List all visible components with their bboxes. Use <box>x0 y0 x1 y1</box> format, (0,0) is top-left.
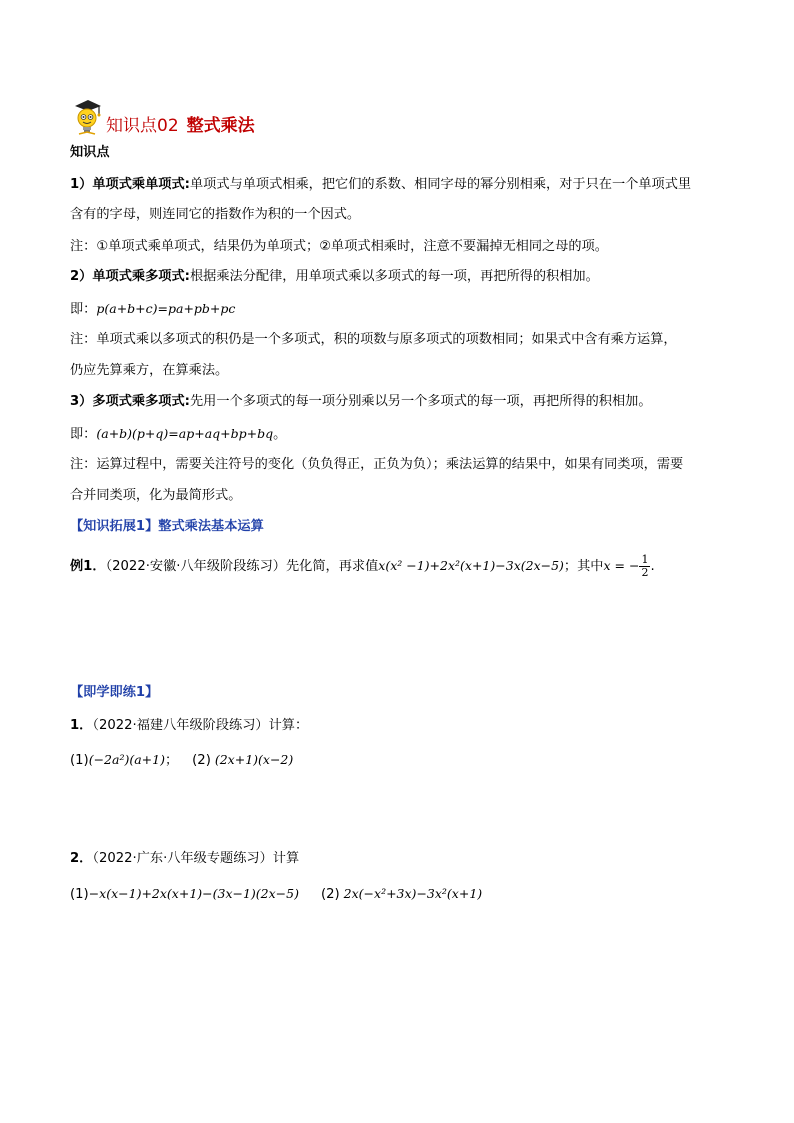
note2-line2: 仍应先算乘方，在算乘法。 <box>70 363 229 378</box>
item2-text1: 根据乘法分配律，用单项式乘以多项式的每一项，再把所得的积相加。 <box>189 269 599 284</box>
practice-title: 【即学即练1】 <box>70 685 159 700</box>
example-end: . <box>650 559 655 574</box>
item2-line1 <box>70 268 730 286</box>
item3-line1 <box>70 393 730 411</box>
item3-text1: 先用一个多项式的每一项分别乘以另一个多项式的每一项，再把所得的积相加。 <box>189 394 652 409</box>
question2-parts <box>70 885 730 904</box>
example-x: x = − <box>603 558 640 573</box>
example-expression: x(x² −1)+2x²(x+1)−3x(2x−5) <box>378 558 564 573</box>
fraction-denominator: 2 <box>641 565 649 579</box>
graduate-lightbulb-icon <box>70 98 104 136</box>
q2-label: 2． <box>70 851 93 866</box>
extension-title: 【知识拓展1】整式乘法基本运算 <box>70 519 264 534</box>
q2-part1: −x(x−1)+2x(x+1)−(3x−1)(2x−5) <box>88 886 299 901</box>
note1: 注：①单项式乘单项式，结果仍为单项式；②单项式相乘时，注意不要漏掉无相同之母的项。 <box>70 239 608 254</box>
question1 <box>70 717 730 735</box>
item3-formula-line <box>70 425 730 444</box>
example-fraction <box>639 554 650 579</box>
item3-formula-prefix: 即： <box>70 427 97 442</box>
question1-parts <box>70 751 730 770</box>
example-source: （2022·安徽·八年级阶段练习）先化简，再求值 <box>105 559 379 574</box>
item2-title: 2）单项式乘多项式: <box>70 269 190 284</box>
fraction-numerator: 1 <box>641 552 649 566</box>
q1-part2: (2x+1)(x−2) <box>214 752 294 767</box>
item2-formula-prefix: 即： <box>70 302 97 317</box>
item3-title: 3）多项式乘多项式: <box>70 394 190 409</box>
item2-formula: p(a+b+c)=pa+pb+pc <box>96 301 236 316</box>
q2-part2-label: (2) <box>320 887 340 902</box>
q2-text: （2022·广东·八年级专题练习）计算 <box>92 851 300 866</box>
note3-line1: 注：运算过程中，需要关注符号的变化（负负得正，正负为负）；乘法运算的结果中，如果有同类项，需要 <box>70 457 684 472</box>
heading-label: 知识点02 <box>106 116 179 136</box>
item1-line2: 含有的字母，则连同它的指数作为积的一个因式。 <box>70 207 361 222</box>
q1-label: 1． <box>70 718 93 733</box>
item1-title: 1）单项式乘单项式: <box>70 177 190 192</box>
q1-part1: (−2a²)(a+1) <box>88 752 165 767</box>
q2-part1-label: (1) <box>70 887 89 902</box>
section-label: 知识点 <box>70 145 110 160</box>
q1-sep: ； <box>164 753 179 768</box>
section-heading <box>70 98 255 136</box>
example1 <box>70 553 730 580</box>
item3-formula: (a+b)(p+q)=ap+aq+bp+bq <box>96 426 274 441</box>
item1-line1 <box>70 176 730 194</box>
example-label: 例1． <box>70 559 106 574</box>
item2-formula-line <box>70 300 730 319</box>
heading-title: 整式乘法 <box>186 116 255 136</box>
q1-part1-label: (1) <box>70 753 89 768</box>
item3-formula-suffix: 。 <box>273 427 287 442</box>
note3-line2: 合并同类项，化为最简形式。 <box>70 488 242 503</box>
question2 <box>70 850 730 868</box>
example-mid: ；其中 <box>563 559 604 574</box>
note2-line1: 注：单项式乘以多项式的积仍是一个多项式，积的项数与原多项式的项数相同；如果式中含有乘方运算， <box>70 332 677 347</box>
q1-part2-label: (2) <box>192 753 211 768</box>
item1-text1: 单项式与单项式相乘，把它们的系数、相同字母的幂分别相乘，对于只在一个单项式里 <box>189 177 692 192</box>
q2-part2: 2x(−x²+3x)−3x²(x+1) <box>343 886 483 901</box>
q1-text: （2022·福建八年级阶段练习）计算： <box>92 718 309 733</box>
